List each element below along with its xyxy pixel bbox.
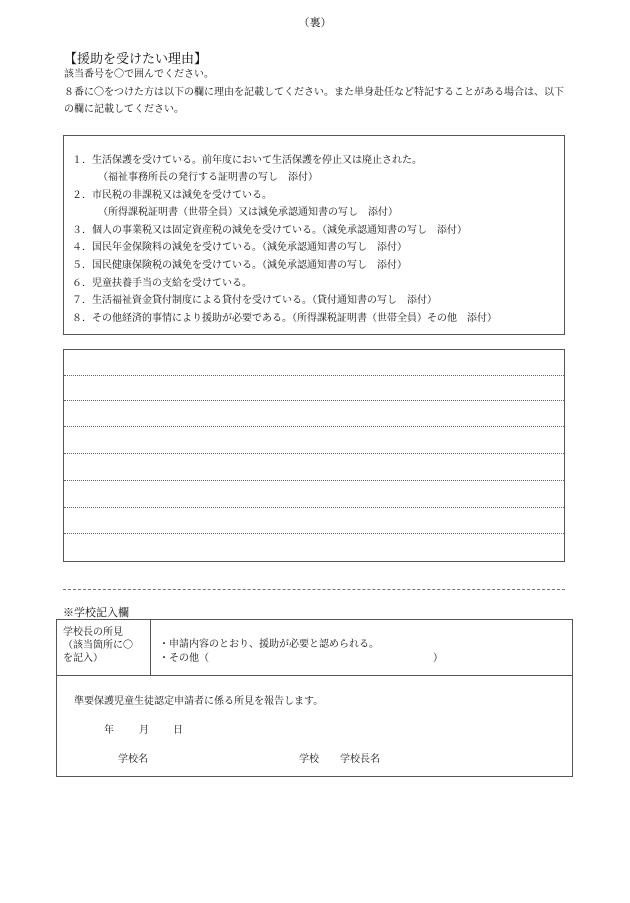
opinion-label-line-2: （該当箇所に〇 xyxy=(63,640,133,651)
reason-item-5[interactable]: ５．国民健康保険税の減免を受けている。（減免承認通知書の写し 添付） xyxy=(72,260,407,271)
opinion-option-other-label: ・その他（ xyxy=(159,653,209,664)
reason-item-3[interactable]: ３．個人の事業税又は固定資産税の減免を受けている。（減免承認通知書の写し 添付） xyxy=(72,225,467,236)
opinion-option-other[interactable] xyxy=(159,649,209,664)
school-suffix-label: 学校 xyxy=(299,754,319,765)
date-year-label: 年 xyxy=(104,725,114,736)
instruction-line-1: 該当番号を〇で囲んでください。 xyxy=(64,69,214,80)
opinion-options xyxy=(151,620,572,676)
school-section-title: ※学校記入欄 xyxy=(63,606,129,619)
instruction-line-3: の欄に記載してください。 xyxy=(64,104,184,115)
writing-line xyxy=(64,480,564,481)
opinion-label-line-3: を記入） xyxy=(63,653,103,664)
writing-line xyxy=(64,375,564,376)
school-entry-table xyxy=(56,619,573,777)
instruction-line-2: ８番に〇をつけた方は以下の欄に理由を記載してください。また単身赴任など特記することがある場合は、以下 xyxy=(64,87,564,98)
reason-item-2[interactable]: ２．市民税の非課税又は減免を受けている。 xyxy=(72,190,272,201)
opinion-option-approved[interactable]: ・申請内容のとおり、援助が必要と認められる。 xyxy=(159,639,379,650)
reasons-list-box xyxy=(63,135,565,335)
reason-item-1[interactable]: １．生活保護を受けている。前年度において生活保護を停止又は廃止された。 xyxy=(72,155,422,166)
reason-item-4[interactable]: ４．国民年金保険料の減免を受けている。（減免承認通知書の写し 添付） xyxy=(72,242,407,253)
page-side-label: （裏） xyxy=(298,16,332,29)
report-statement: 準要保護児童生徒認定申請者に係る所見を報告します。 xyxy=(74,696,324,707)
reason-item-7[interactable]: ７．生活福祉資金貸付制度による貸付を受けている。（貸付通知書の写し 添付） xyxy=(72,295,437,306)
principal-opinion-label xyxy=(57,620,151,676)
reason-item-1-note: （福祉事務所長の発行する証明書の写し 添付） xyxy=(98,172,318,183)
school-name-label: 学校名 xyxy=(118,754,148,765)
section-title: 【援助を受けたい理由】 xyxy=(64,52,208,67)
writing-line xyxy=(64,400,564,401)
writing-line xyxy=(64,507,564,508)
reason-item-6[interactable]: ６．児童扶養手当の支給を受けている。 xyxy=(72,278,252,289)
reason-writing-area[interactable] xyxy=(63,349,565,562)
cut-line-divider xyxy=(63,589,565,590)
date-day-label: 日 xyxy=(173,725,183,736)
opinion-label-line-1: 学校長の所見 xyxy=(63,627,123,638)
date-month-label: 月 xyxy=(139,725,149,736)
writing-line xyxy=(64,533,564,534)
reason-item-8[interactable]: ８．その他経済的事情により援助が必要である。（所得課税証明書（世帯全員）その他 添付） xyxy=(72,313,497,324)
reason-item-2-note: （所得課税証明書（世帯全員）又は減免承認通知書の写し 添付） xyxy=(98,207,398,218)
opinion-option-other-close: ） xyxy=(433,653,443,664)
principal-name-label: 学校長名 xyxy=(340,754,380,765)
writing-line xyxy=(64,453,564,454)
writing-line xyxy=(64,426,564,427)
